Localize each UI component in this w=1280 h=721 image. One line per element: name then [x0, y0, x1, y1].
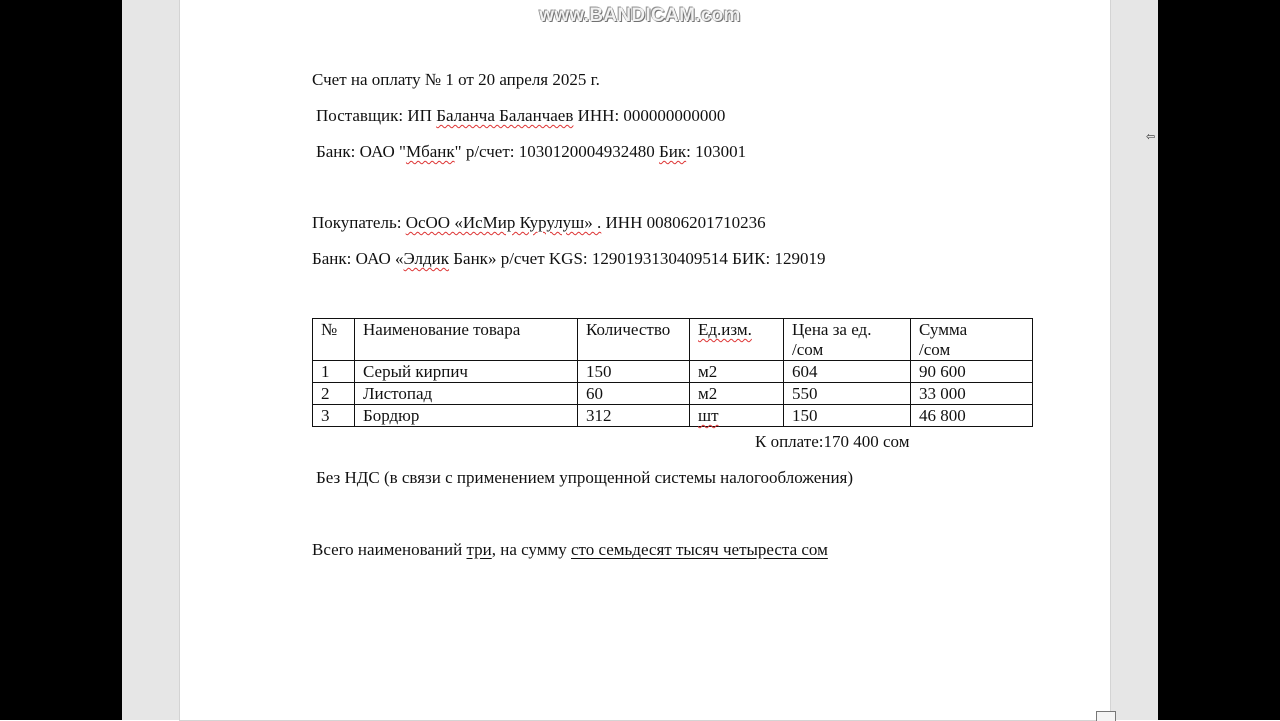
- row-num: 1: [313, 361, 355, 383]
- vat-note: Без НДС (в связи с применением упрощенной системы налогообложения): [316, 468, 854, 487]
- table-header-row: [313, 319, 1033, 361]
- header-qty: Количество: [578, 319, 690, 361]
- row-name: Бордюр: [355, 405, 578, 427]
- row-unit: м2: [690, 361, 784, 383]
- header-price: Цена за ед. /сом: [784, 319, 911, 361]
- row-unit: шт: [690, 405, 784, 427]
- supplier-line: Поставщик: ИП Баланча Баланчаев ИНН: 000000000000: [316, 106, 726, 125]
- row-price: 604: [784, 361, 911, 383]
- supplier-bank-line: Банк: ОАО "Мбанк" р/счет: 1030120004932480 Бик: 103001: [316, 142, 747, 161]
- buyer-bank-name: Элдик: [403, 249, 450, 268]
- buyer-bank-line: Банк: ОАО «Элдик Банк» р/счет KGS: 1290193130409514 БИК: 129019: [312, 249, 826, 268]
- row-sum: 33 000: [911, 383, 1033, 405]
- buyer-line: Покупатель: ОсОО «ИсМир Курулуш» . ИНН 00806201710236: [312, 213, 766, 232]
- row-qty: 150: [578, 361, 690, 383]
- row-sum: 46 800: [911, 405, 1033, 427]
- supplier-bank-name: Мбанк: [405, 142, 455, 161]
- total-to-pay: К оплате:170 400 сом: [755, 432, 910, 451]
- summary-amount-words: сто семьдесят тысяч четыреста сом: [570, 540, 828, 559]
- bik-word: Бик: [659, 142, 687, 161]
- row-num: 3: [313, 405, 355, 427]
- invoice-title: Счет на оплату № 1 от 20 апреля 2025 г.: [312, 70, 600, 89]
- header-num: №: [313, 319, 355, 361]
- header-sum: Сумма /сом: [911, 319, 1033, 361]
- row-name: Серый кирпич: [355, 361, 578, 383]
- pointer-cursor-icon: ⇦: [1146, 130, 1156, 143]
- row-price: 550: [784, 383, 911, 405]
- row-name: Листопад: [355, 383, 578, 405]
- bandicam-watermark: www.BANDICAM.com: [539, 5, 741, 26]
- row-unit: м2: [690, 383, 784, 405]
- row-qty: 60: [578, 383, 690, 405]
- left-letterbox: [0, 0, 122, 720]
- header-name: Наименование товара: [355, 319, 578, 361]
- buyer-org: ОсОО «ИсМир Курулуш» .: [405, 213, 602, 232]
- items-table: [312, 318, 1033, 427]
- right-letterbox: [1158, 0, 1280, 720]
- header-unit: Ед.изм.: [690, 319, 784, 361]
- row-num: 2: [313, 383, 355, 405]
- table-row: [313, 383, 1033, 405]
- table-row: [313, 405, 1033, 427]
- table-row: [313, 361, 1033, 383]
- supplier-name: Баланча Баланчаев: [436, 106, 574, 125]
- row-sum: 90 600: [911, 361, 1033, 383]
- row-qty: 312: [578, 405, 690, 427]
- summary-count: три: [466, 540, 492, 559]
- summary-line: Всего наименований три, на сумму сто семьдесят тысяч четыреста сом: [312, 540, 828, 559]
- row-price: 150: [784, 405, 911, 427]
